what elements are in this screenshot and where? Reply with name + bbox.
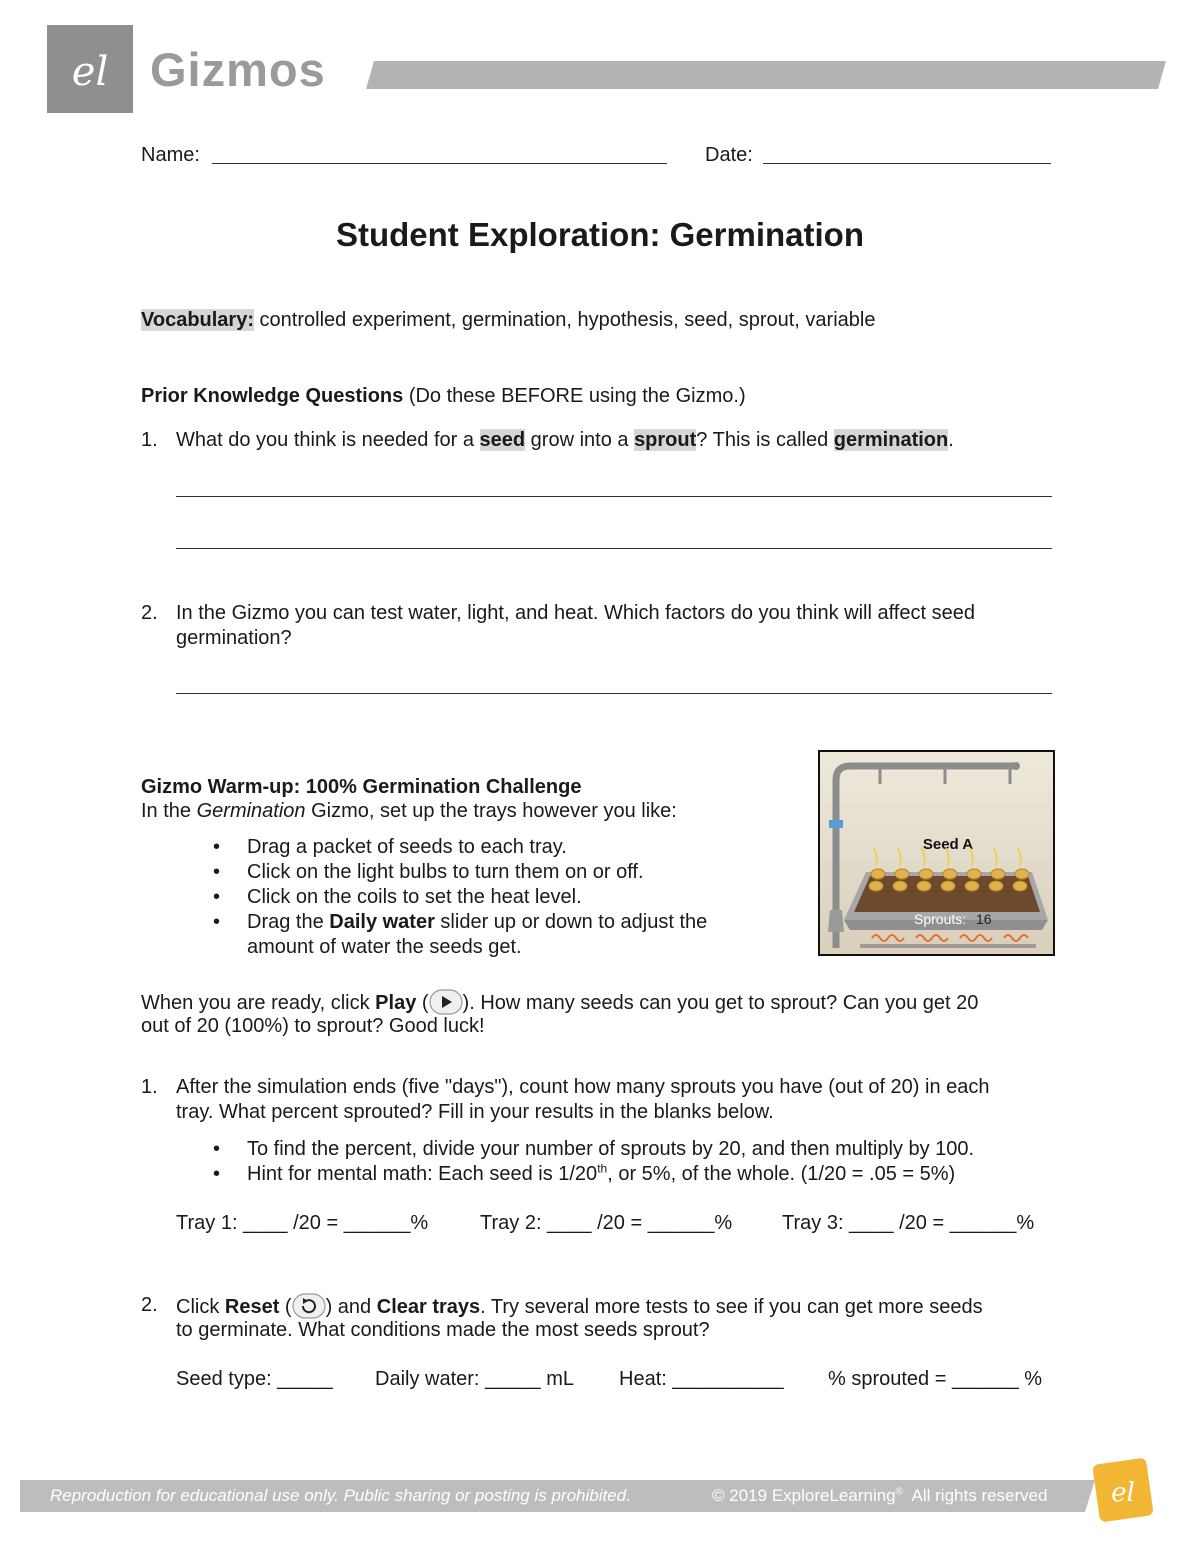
heat-blank: Heat: __________: [619, 1368, 784, 1390]
q1-text: After the simulation ends (five "days"), count how many sprouts you have (out of 20) in each tray. What percent sprouted? Fill in your results in the blanks below.: [176, 1076, 990, 1123]
svg-text:el: el: [1111, 1478, 1135, 1508]
q2-text: Click Reset ( ) and Clear trays. Try several more tests to see if you can get more seeds: [176, 1293, 983, 1326]
name-field: Name:: [141, 144, 200, 166]
brand-name: Gizmos: [150, 43, 326, 96]
q2-number: 2.: [141, 1294, 158, 1316]
list-item: • Drag the Daily water slider up or down to adjust the amount of water the seeds get.: [213, 910, 707, 960]
germination-gizmo-illustration: [818, 750, 1055, 956]
explorelearning-logo-icon: [1090, 1455, 1156, 1525]
svg-text:el: el: [71, 49, 109, 95]
answer-line: [176, 548, 1052, 549]
gizmos-logo-box: [47, 25, 133, 113]
svg-text:Sprouts:: Sprouts:: [914, 911, 967, 927]
warmup-heading: Gizmo Warm-up: 100% Germination Challenge: [141, 776, 582, 798]
q1-number: 1.: [141, 1076, 158, 1098]
warmup-ready-text-line2: out of 20 (100%) to sprout? Good luck!: [141, 1015, 485, 1037]
tray2-blank: Tray 2: ____ /20 = ______%: [480, 1212, 733, 1234]
seed-type-blank: Seed type: _____: [176, 1368, 333, 1390]
tray3-blank: Tray 3: ____ /20 = ______%: [782, 1212, 1035, 1234]
q2-text-line2: to germinate. What conditions made the most seeds sprout?: [176, 1319, 710, 1341]
seed-tray-icon: [820, 752, 1053, 954]
footer-copyright: © 2019 ExploreLearning® All rights reserved: [712, 1486, 1048, 1505]
list-item: • Click on the coils to set the heat level.: [213, 885, 707, 910]
warmup-instructions: [213, 835, 707, 960]
vocabulary-line: Vocabulary: controlled experiment, germination, hypothesis, seed, sprout, variable: [141, 309, 876, 331]
date-field: Date:: [705, 144, 753, 166]
list-item: • Drag a packet of seeds to each tray.: [213, 835, 707, 860]
daily-water-blank: Daily water: _____ mL: [375, 1368, 574, 1390]
name-blank: [212, 163, 667, 164]
prior-knowledge-heading: Prior Knowledge Questions (Do these BEFORE using the Gizmo.): [141, 385, 746, 407]
footer-disclaimer: Reproduction for educational use only. Public sharing or posting is prohibited.: [50, 1486, 631, 1505]
list-item: • Click on the light bulbs to turn them on or off.: [213, 860, 707, 885]
svg-text:16: 16: [976, 911, 992, 927]
answer-line: [176, 693, 1052, 694]
prior-q1-text: What do you think is needed for a seed grow into a sprout? This is called germination.: [176, 429, 954, 451]
prior-q1-number: 1.: [141, 429, 158, 451]
list-item: • Hint for mental math: Each seed is 1/20th, or 5%, of the whole. (1/20 = .05 = 5%): [213, 1162, 974, 1187]
warmup-intro: In the Germination Gizmo, set up the trays however you like:: [141, 800, 677, 822]
prior-q2-text: In the Gizmo you can test water, light, and heat. Which factors do you think will affect seed germination?: [176, 602, 975, 649]
percent-sprouted-blank: % sprouted = ______ %: [828, 1368, 1043, 1390]
svg-text:Seed A: Seed A: [922, 836, 974, 853]
date-blank: [763, 163, 1051, 164]
list-item: • To find the percent, divide your number of sprouts by 20, and then multiply by 100.: [213, 1137, 974, 1162]
prior-q2-number: 2.: [141, 602, 158, 624]
q1-hints: [213, 1137, 974, 1187]
tray1-blank: Tray 1: ____ /20 = ______%: [176, 1212, 429, 1234]
warmup-ready-text: When you are ready, click Play ( ). How many seeds can you get to sprout? Can you get 20: [141, 989, 978, 1022]
header-decor-bar: [366, 61, 1166, 89]
answer-line: [176, 496, 1052, 497]
el-logo-icon: [47, 25, 133, 113]
page-title: Student Exploration: Germination: [335, 216, 865, 253]
